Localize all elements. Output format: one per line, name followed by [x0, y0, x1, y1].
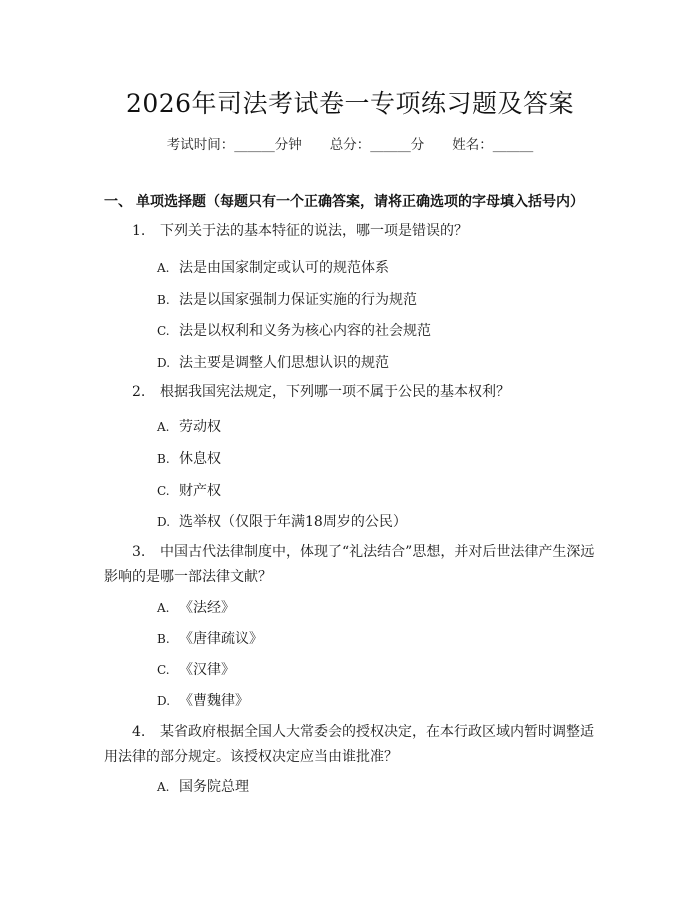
option-text: 《曹魏律》 [179, 693, 249, 709]
question-2-option-b [157, 448, 221, 468]
option-text: 财产权 [179, 483, 221, 499]
question-text: 根据我国宪法规定，下列哪一项不属于公民的基本权利？ [160, 384, 510, 400]
question-3 [104, 540, 604, 590]
option-letter: B. [157, 293, 170, 307]
question-1-option-b [157, 289, 417, 309]
page-title: 2026年司法考试卷一专项练习题及答案 [125, 89, 575, 118]
question-1-option-a [157, 257, 389, 277]
option-text: 法是以国家强制力保证实施的行为规范 [179, 292, 417, 308]
question-2-option-a [157, 416, 221, 436]
option-letter: D. [157, 694, 171, 708]
question-number: 2. [132, 384, 146, 400]
option-text: 休息权 [179, 451, 221, 467]
exam-time-field: 考试时间：______分钟 [166, 137, 302, 153]
option-text: 劳动权 [179, 419, 221, 435]
option-letter: A. [157, 601, 170, 615]
question-1-option-c [157, 320, 431, 340]
option-text: 法是以权利和义务为核心内容的社会规范 [179, 323, 431, 339]
question-number: 4. [132, 724, 146, 740]
option-text: 《唐律疏议》 [179, 631, 263, 647]
option-letter: A. [157, 780, 170, 794]
question-3-option-c [157, 659, 235, 679]
option-text: 法主要是调整人们思想认识的规范 [179, 355, 389, 371]
exam-info-line [0, 133, 700, 153]
student-name-field: 姓名：______ [452, 137, 534, 153]
question-3-option-a [157, 597, 235, 617]
question-3-option-d [157, 690, 249, 710]
question-number: 1. [132, 223, 146, 239]
option-letter: B. [157, 452, 170, 466]
question-2-option-d [157, 511, 407, 531]
question-number: 3. [132, 544, 146, 560]
question-2-option-c [157, 480, 221, 500]
section-number: 一、 [104, 194, 132, 210]
option-letter: A. [157, 261, 170, 275]
option-text: 《汉律》 [179, 662, 235, 678]
question-text: 某省政府根据全国人大常委会的授权决定，在本行政区域内暂时调整适用法律的部分规定。该授权决定应当由谁批准？ [104, 724, 594, 765]
option-letter: D. [157, 356, 171, 370]
option-text: 选举权（仅限于年满18周岁的公民） [179, 514, 407, 530]
option-letter: C. [157, 324, 170, 338]
question-1-option-d [157, 352, 389, 372]
question-4-option-a [157, 776, 249, 796]
question-text: 下列关于法的基本特征的说法，哪一项是错误的？ [160, 223, 468, 239]
option-text: 《法经》 [179, 600, 235, 616]
total-score-field: 总分：______分 [329, 137, 425, 153]
option-text: 国务院总理 [179, 779, 249, 795]
option-letter: C. [157, 484, 170, 498]
option-letter: D. [157, 515, 171, 529]
question-2 [132, 380, 612, 405]
question-1 [132, 219, 612, 244]
option-text: 法是由国家制定或认可的规范体系 [179, 260, 389, 276]
question-3-option-b [157, 628, 263, 648]
question-text: 中国古代法律制度中，体现了“礼法结合”思想，并对后世法律产生深远影响的是哪一部法律文献？ [104, 544, 595, 585]
option-letter: A. [157, 420, 170, 434]
section-heading [104, 191, 584, 211]
section-title: 单项选择题（每题只有一个正确答案，请将正确选项的字母填入括号内） [136, 194, 584, 210]
question-4 [104, 720, 604, 770]
option-letter: B. [157, 632, 170, 646]
option-letter: C. [157, 663, 170, 677]
